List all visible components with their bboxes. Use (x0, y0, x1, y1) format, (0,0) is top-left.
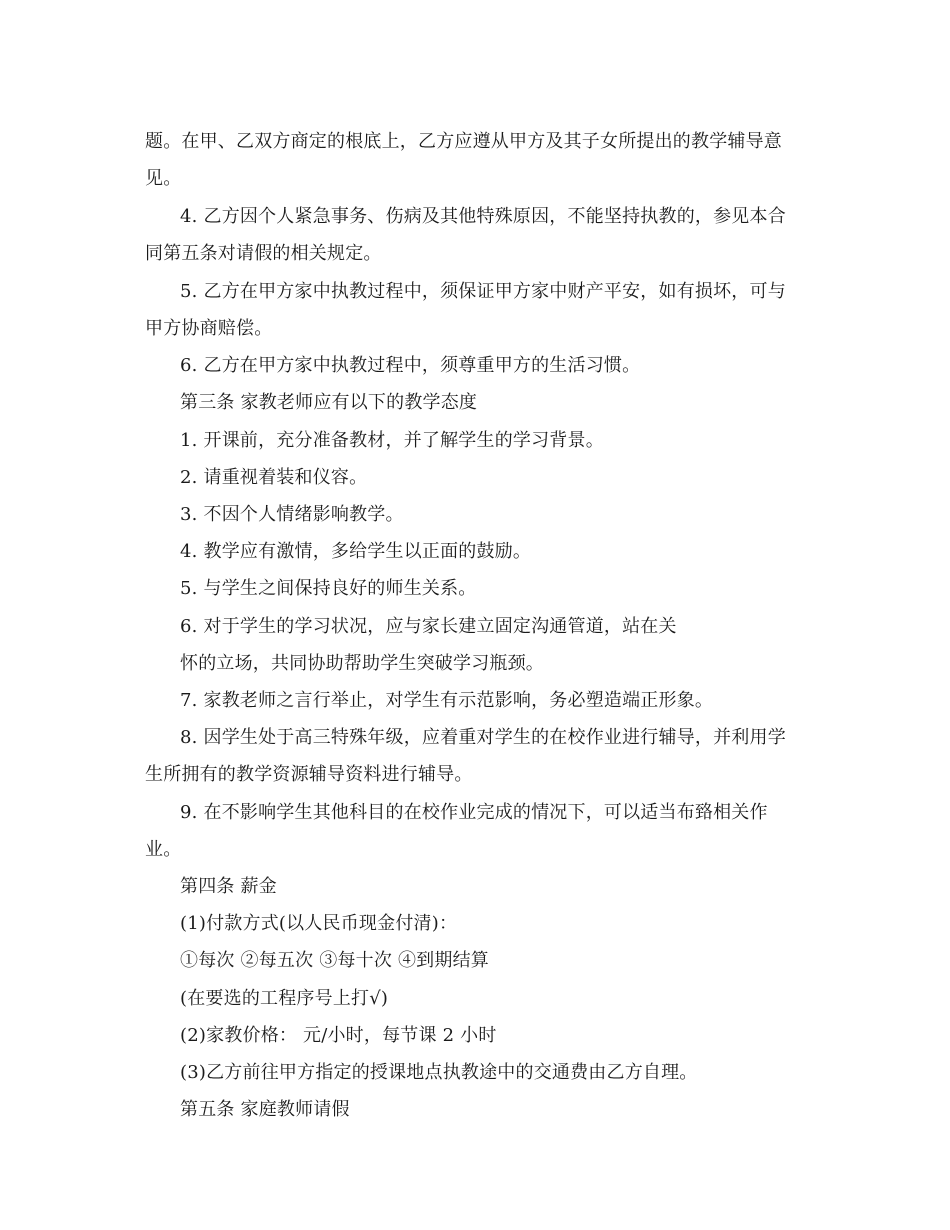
paragraph-line: 见。 (145, 168, 182, 189)
paragraph-line: 生所拥有的教学资源辅导资料进行辅导。 (145, 764, 473, 785)
salary-item-2: (2)家教价格： 元/小时，每节课 2 小时 (180, 1025, 497, 1046)
salary-item-1: (1)付款方式(以人民币现金付清)： (180, 913, 458, 934)
attitude-item-2: 2. 请重视着装和仪容。 (180, 467, 368, 488)
attitude-item-1: 1. 开课前，充分准备教材，并了解学生的学习背景。 (180, 430, 604, 451)
attitude-item-3: 3. 不因个人情绪影响教学。 (180, 504, 404, 525)
paragraph-line: 怀的立场，共同协助帮助学生突破学习瓶颈。 (180, 653, 544, 674)
paragraph-line: 题。在甲、乙双方商定的根底上，乙方应遵从甲方及其子女所提出的教学辅导意 (145, 131, 782, 152)
section-heading-5: 第五条 家庭教师请假 (180, 1099, 350, 1120)
paragraph-line: 同第五条对请假的相关规定。 (145, 243, 382, 264)
section-heading-4: 第四条 薪金 (180, 876, 277, 897)
paragraph-line: 甲方协商赔偿。 (145, 318, 273, 339)
payment-options: ①每次 ②每五次 ③每十次 ④到期结算 (180, 950, 489, 971)
paragraph-line: 业。 (145, 839, 182, 860)
clause-item-6: 6. 乙方在甲方家中执教过程中，须尊重甲方的生活习惯。 (180, 355, 641, 376)
attitude-item-9: 9. 在不影响学生其他科目的在校作业完成的情况下，可以适当布臵相关作 (180, 802, 768, 823)
paragraph-line: (在要选的工程序号上打√) (180, 988, 389, 1009)
attitude-item-5: 5. 与学生之间保持良好的师生关系。 (180, 578, 477, 599)
section-heading-3: 第三条 家教老师应有以下的教学态度 (180, 392, 478, 413)
attitude-item-6: 6. 对于学生的学习状况，应与家长建立固定沟通管道，站在关 (180, 616, 677, 637)
attitude-item-7: 7. 家教老师之言行举止，对学生有示范影响，务必塑造端正形象。 (180, 690, 714, 711)
clause-item-5: 5. 乙方在甲方家中执教过程中，须保证甲方家中财产平安，如有损坏，可与 (180, 281, 786, 302)
clause-item-4: 4. 乙方因个人紧急事务、伤病及其他特殊原因，不能坚持执教的，参见本合 (180, 206, 786, 227)
attitude-item-8: 8. 因学生处于高三特殊年级，应着重对学生的在校作业进行辅导，并利用学 (180, 727, 786, 748)
salary-item-3: (3)乙方前往甲方指定的授课地点执教途中的交通费由乙方自理。 (180, 1062, 698, 1083)
attitude-item-4: 4. 教学应有激情，多给学生以正面的鼓励。 (180, 541, 532, 562)
